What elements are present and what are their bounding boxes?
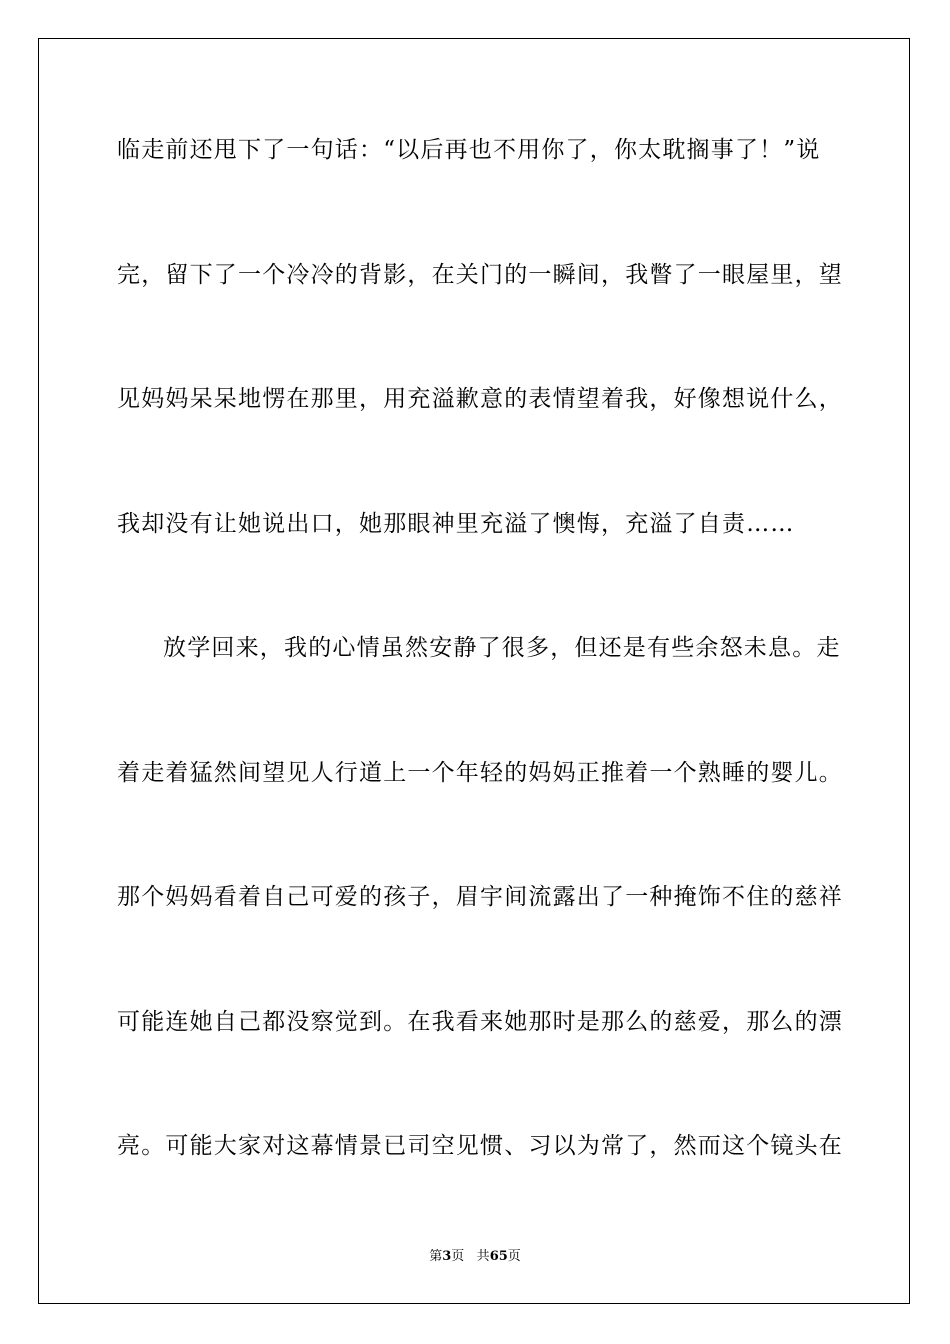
page-prefix: 第: [429, 1249, 443, 1264]
page-suffix: 页: [451, 1249, 465, 1264]
body-text-line-3: 见妈妈呆呆地愣在那里，用充溢歉意的表情望着我，好像想说什么，: [117, 386, 843, 412]
total-pages-number: 65: [489, 1249, 508, 1264]
total-prefix: 共: [476, 1249, 490, 1264]
page-border: [38, 38, 910, 1304]
paragraph-start-line: 放学回来，我的心情虽然安静了很多，但还是有些余怒未息。走: [163, 635, 841, 661]
body-text-line-9: 亮。可能大家对这幕情景已司空见惯、习以为常了，然而这个镜头在: [117, 1133, 843, 1159]
current-page-number: 3: [442, 1249, 452, 1264]
body-text-line-8: 可能连她自己都没察觉到。在我看来她那时是那么的慈爱，那么的漂: [117, 1009, 843, 1035]
body-text-line-1: 临走前还甩下了一句话：“以后再也不用你了，你太耽搁事了！”说: [117, 137, 821, 163]
page-footer: [0, 1248, 950, 1266]
body-text-line-4: 我却没有让她说出口，她那眼神里充溢了懊悔，充溢了自责……: [117, 511, 795, 537]
total-suffix: 页: [507, 1249, 521, 1264]
body-text-line-7: 那个妈妈看着自己可爱的孩子，眉宇间流露出了一种掩饰不住的慈祥: [117, 884, 843, 910]
body-text-line-2: 完，留下了一个冷冷的背影，在关门的一瞬间，我瞥了一眼屋里，望: [117, 262, 843, 288]
body-text-line-6: 着走着猛然间望见人行道上一个年轻的妈妈正推着一个熟睡的婴儿。: [117, 760, 843, 786]
